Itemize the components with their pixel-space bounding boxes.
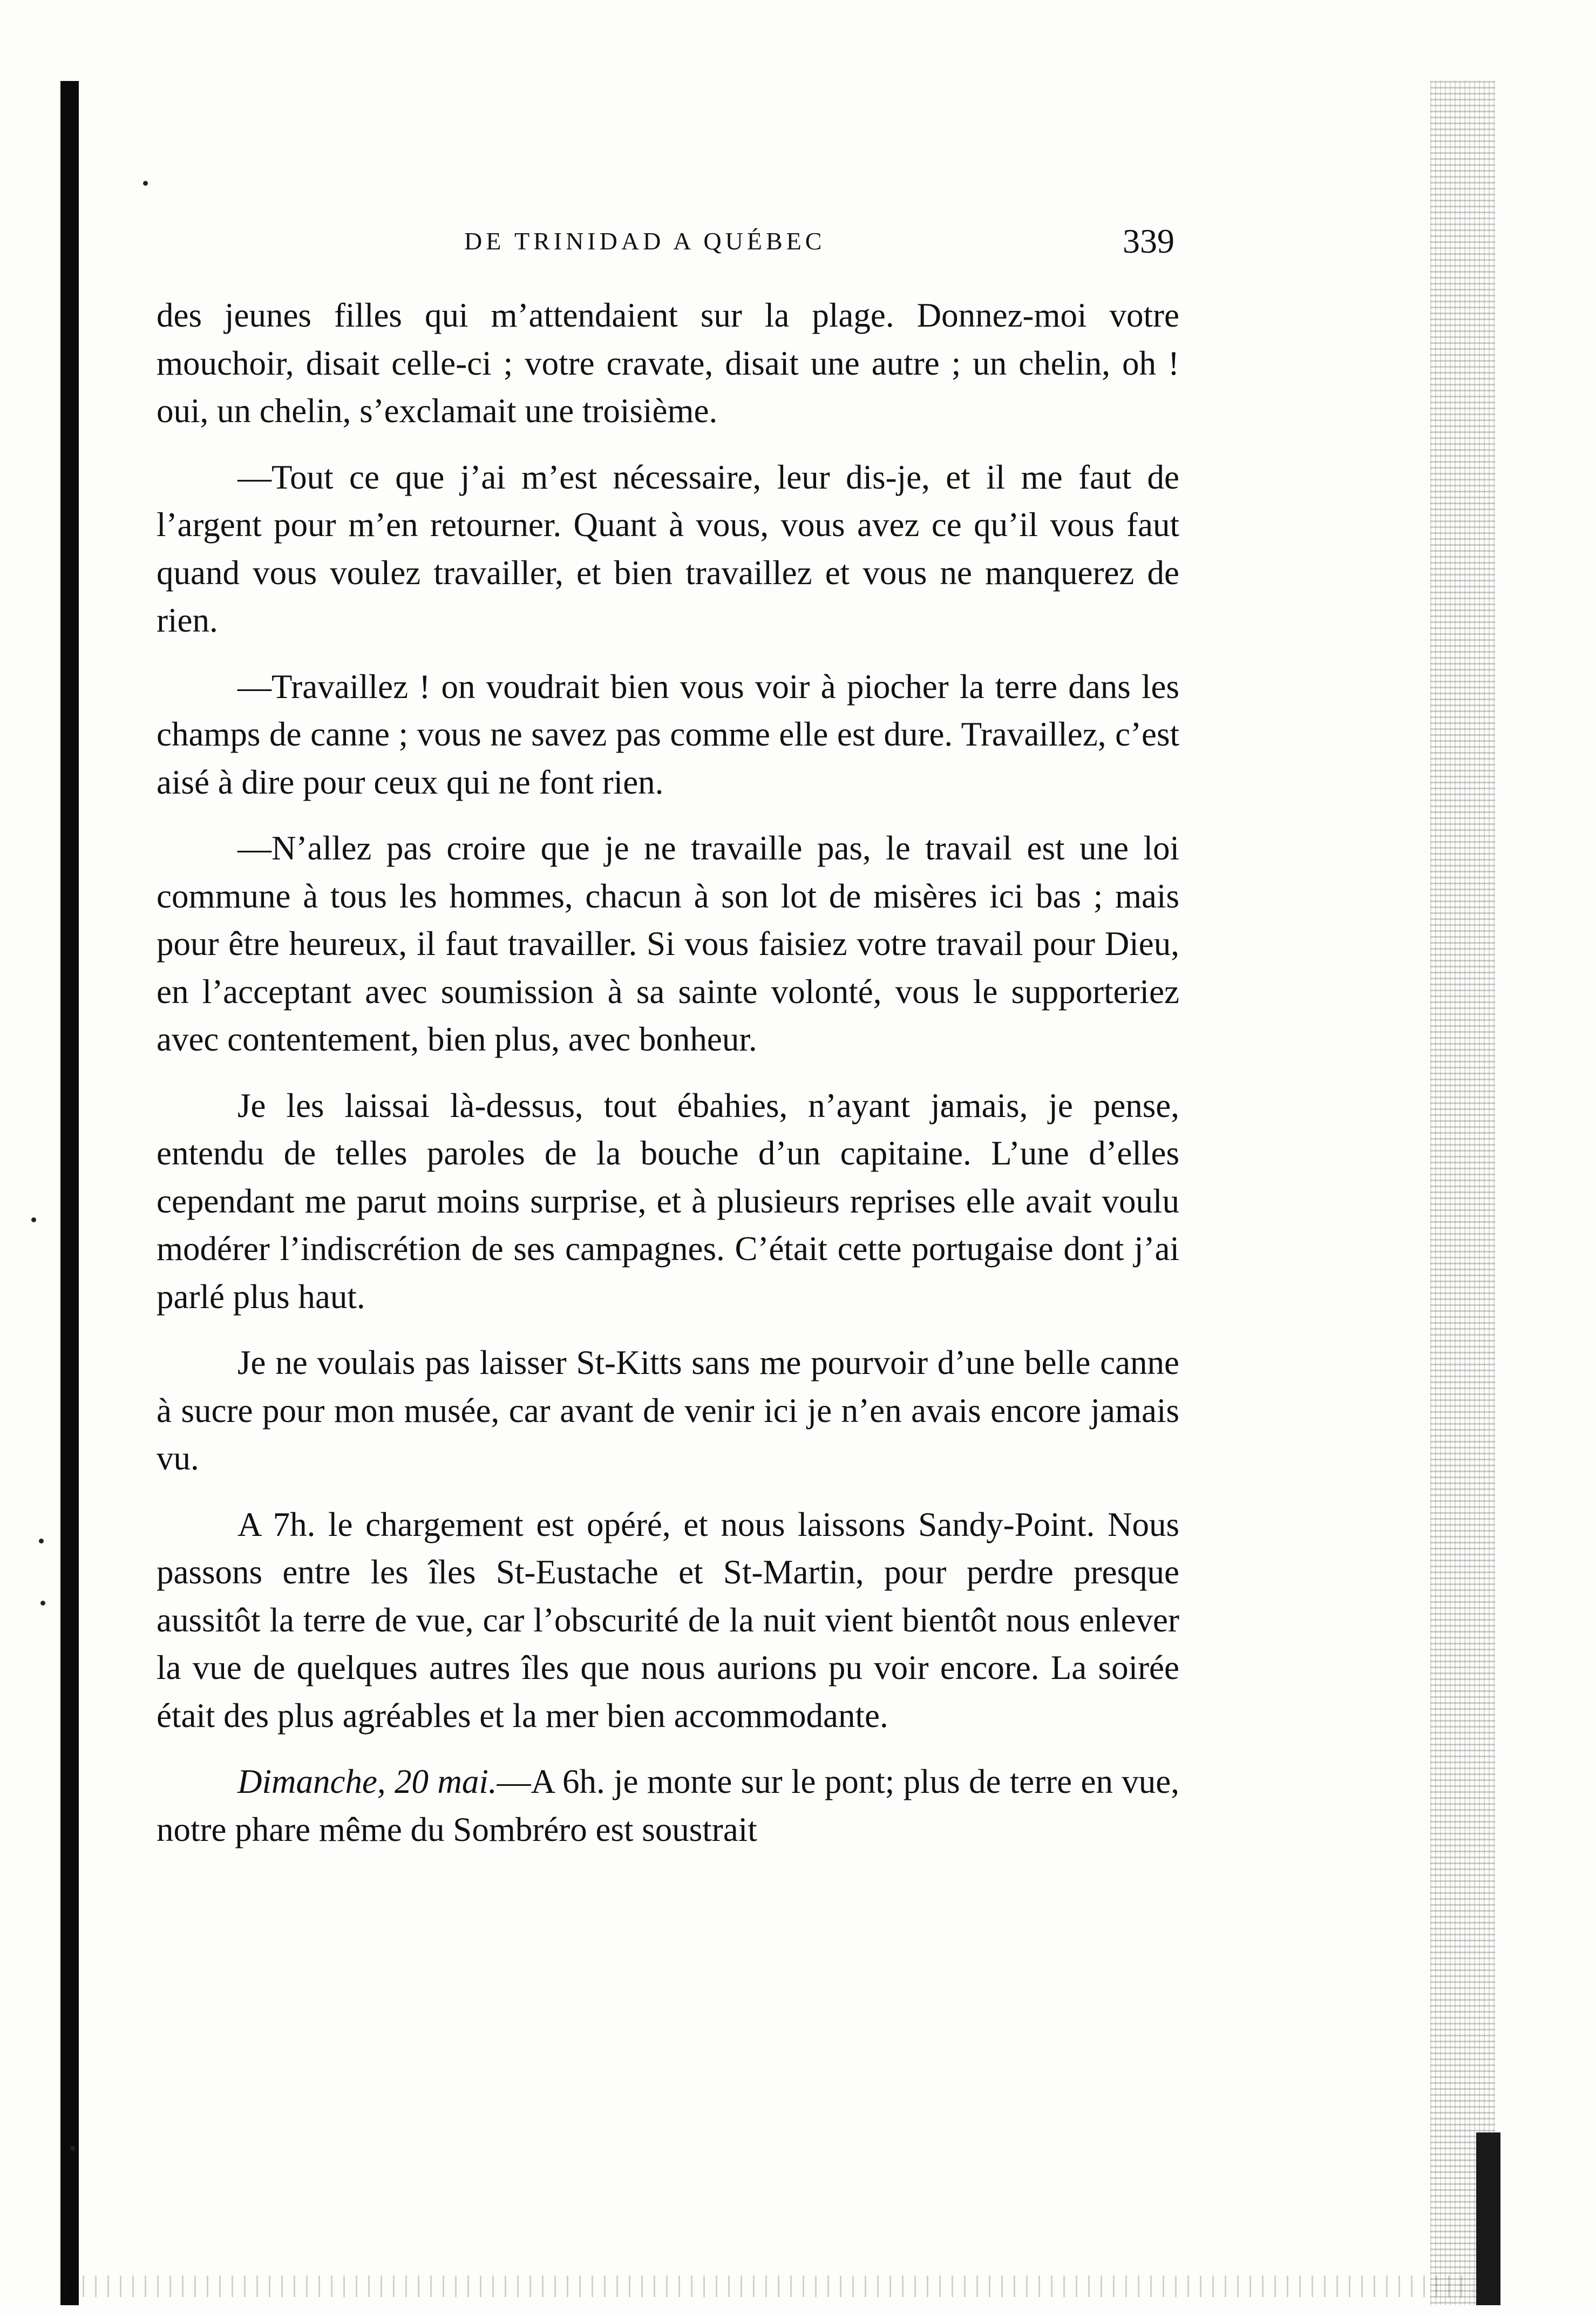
- paragraph: Je ne voulais pas laisser St-Kitts sans me pourvoir d’une belle canne à sucre pour mon musée, car avant de venir ici je n’en avais encore jamais vu.: [157, 1344, 1179, 1477]
- page-number: 339: [1123, 222, 1174, 260]
- scanned-page-edge-shadow: [1476, 2132, 1500, 2305]
- running-title: DE TRINIDAD A QUÉBEC: [464, 227, 826, 255]
- paragraph: A 7h. le chargement est opéré, et nous laissons Sandy-Point. Nous passons entre les îles St-Eustache et St-Martin, pour perdre presque aussitôt la terre de vue, car l’obscurité de la nuit vient bientôt nous enlever la vue de quelques autres îles que nous aurions pu voir encore. La soirée était des plus agréables et la mer bien accommodante.: [157, 1505, 1179, 1735]
- paragraph: —N’allez pas croire que je ne travaille pas, le travail est une loi commune à tous les hommes, chacun à son lot de misères ici bas ; mais pour être heureux, il faut travailler. Si vous faisiez votre travail pour Dieu, en l’acceptant avec soumission à sa sainte volonté, vous le supporteriez avec contentement, bien plus, avec bonheur.: [157, 829, 1179, 1058]
- scan-noise: [70, 2276, 1473, 2297]
- scanned-page-edge: [1430, 81, 1495, 2305]
- dateline: Dimanche, 20 mai.: [237, 1763, 497, 1800]
- paragraph: —Travaillez ! on voudrait bien vous voir à piocher la terre dans les champs de canne ; vous ne savez pas comme elle est dure. Travaillez, c’est aisé à dire pour ceux qui ne font rien.: [157, 667, 1179, 801]
- scan-speck: [143, 181, 148, 186]
- scan-speck: [70, 2146, 75, 2151]
- scan-speck: [39, 1539, 44, 1543]
- paragraph: [157, 1758, 1179, 1853]
- paragraph: Je les laissai là-dessus, tout ébahies, n’ayant jamais, je pense, entendu de telles paroles de la bouche d’un capitaine. L’une d’elles cependant me parut moins surprise, et à plusieurs reprises elle avait voulu modérer l’indiscrétion de ses campagnes. C’était cette portugaise dont j’ai parlé plus haut.: [157, 1086, 1179, 1316]
- scan-speck: [31, 1217, 36, 1222]
- scan-speck: [40, 1601, 45, 1606]
- paragraph: des jeunes filles qui m’attendaient sur la plage. Donnez-moi votre mouchoir, disait celle-ci ; votre cravate, disait une autre ; un chelin, oh ! oui, un chelin, s’exclamait une troisième.: [157, 296, 1179, 430]
- paragraph: —Tout ce que j’ai m’est nécessaire, leur dis-je, et il me faut de l’argent pour m’en retourner. Quant à vous, vous avez ce qu’il vous faut quand vous voulez travailler, et bien travaillez et vous ne manquerez de rien.: [157, 458, 1179, 639]
- body-text: [157, 292, 1179, 1853]
- binding-edge: [60, 81, 79, 2305]
- paragraph-text: —A 6h. je monte sur le pont; plus de terre en vue, notre phare même du Sombréro est soustrait: [157, 1763, 1179, 1848]
- running-head: [157, 222, 1236, 265]
